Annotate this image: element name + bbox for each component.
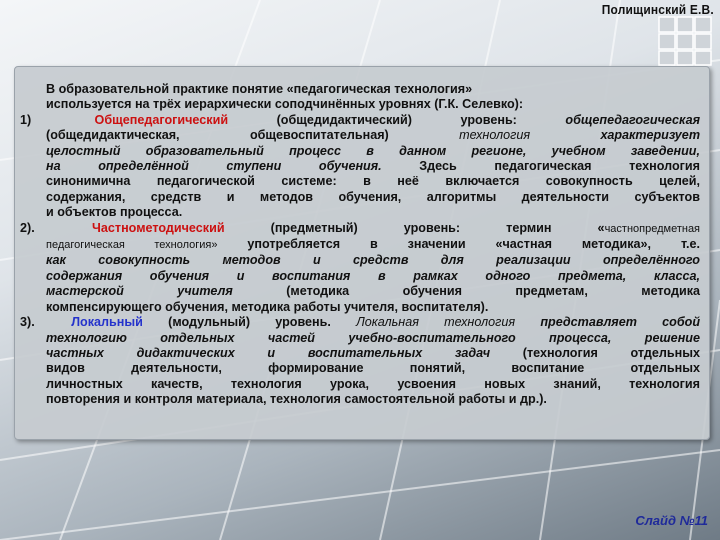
- text-fragment: частнопредметная: [604, 222, 701, 235]
- term-general-pedagogical: Общепедагогический: [94, 112, 229, 127]
- term-local: Локальный: [71, 315, 143, 330]
- text-line: [20, 284, 700, 299]
- term-subject-method: Частнометодический: [92, 220, 225, 235]
- text-line: [20, 159, 700, 174]
- text-line: содержания, средств и методов обучения, алгоритмы деятельности субъектов: [46, 189, 700, 204]
- text-fragment: общепедагогическая: [565, 112, 700, 127]
- text-fragment: представляет собой: [540, 315, 701, 330]
- text-fragment: технология: [459, 128, 531, 143]
- text-fragment: (технология отдельных: [522, 345, 700, 360]
- item-number: 3).: [20, 315, 35, 330]
- item-number: 2).: [20, 220, 35, 235]
- text-line: видов деятельности, формирование понятий, воспитание отдельных: [46, 361, 700, 376]
- text-line: личностных качеств, технология урока, усвоения новых знаний, технология: [46, 376, 700, 391]
- text-fragment: частных дидактических и воспитательных задач: [46, 345, 491, 360]
- intro-line: В образовательной практике понятие «педагогическая технология»: [46, 82, 473, 96]
- text-fragment: (общедидактический) уровень:: [276, 112, 517, 127]
- text-fragment: Здесь педагогическая технология: [419, 159, 700, 174]
- text-line: [20, 237, 700, 253]
- text-fragment: Локальная технология: [356, 315, 516, 330]
- text-fragment: (общедидактическая, общевоспитательная): [46, 128, 389, 143]
- text-fragment: характеризует: [600, 128, 701, 143]
- slide-number-label: Слайд №11: [635, 513, 708, 528]
- text-fragment: (модульный) уровень.: [168, 315, 331, 330]
- text-line: [20, 346, 700, 361]
- text-line: целостный образовательный процесс в данном регионе, учебном заведении,: [46, 143, 700, 158]
- grid-logo-icon: [658, 16, 712, 66]
- list-item-2: [20, 221, 700, 237]
- text-line: содержания обучения и воспитания в рамках одного предмета, класса,: [46, 268, 700, 283]
- text-fragment: употребляется в значении «частная методика», т.е.: [247, 237, 701, 252]
- text-fragment: (предметный) уровень: термин «: [270, 220, 605, 235]
- text-fragment: на определённой ступени обучения.: [46, 159, 382, 174]
- text-line: как совокупность методов и средств для реализации определённого: [46, 253, 700, 268]
- text-fragment: (методика обучения предметам, методика: [286, 284, 701, 299]
- text-fragment: педагогическая технология»: [46, 239, 218, 252]
- text-line: синонимична педагогической системе: в неё включается совокупность целей,: [46, 174, 700, 189]
- text-line: [20, 128, 700, 143]
- text-line: и объектов процесса.: [46, 205, 183, 220]
- text-line: технологию отдельных частей учебно-воспитательного процесса, решение: [46, 330, 700, 345]
- item-number: 1): [20, 112, 32, 127]
- intro-line: используется на трёх иерархически соподчинённых уровнях (Г.К. Селевко):: [46, 97, 524, 112]
- text-fragment: мастерской учителя: [46, 284, 233, 299]
- text-line: компенсирующего обучения, методика работы учителя, воспитателя).: [46, 299, 489, 314]
- list-item-1: [20, 113, 700, 128]
- text-line: повторения и контроля материала, технология самостоятельной работы и др.).: [46, 392, 547, 407]
- author-name: Полищинский Е.В.: [601, 2, 714, 17]
- slide-text: [20, 82, 700, 408]
- list-item-3: [20, 315, 700, 330]
